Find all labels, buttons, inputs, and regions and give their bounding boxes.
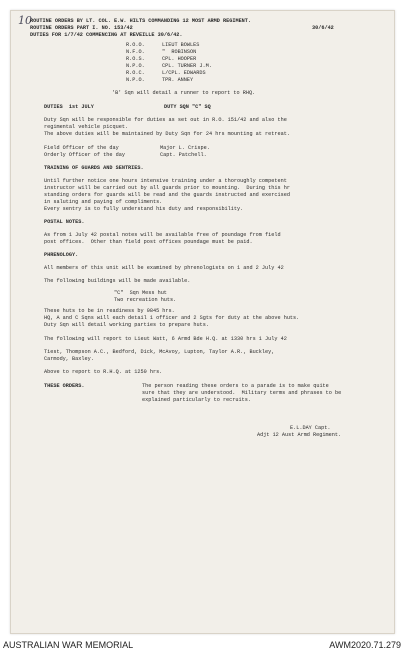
postal-heading: POSTAL NOTES.	[44, 219, 85, 225]
huts-para-line: These huts to be in readiness by 0845 hrs.	[44, 308, 175, 314]
signature-title: Adjt 12 Aust Armd Regiment.	[257, 432, 342, 438]
phrenology-para: All members of this unit will be examined by phrenologists on 1 and 2 July 42	[44, 265, 284, 271]
training-para-line: standing orders for guards will be read and the guards instructed and exercised	[44, 192, 290, 198]
report-line: The following will report to Lieut Watt, 6 Armd Bde H.Q. at 1330 hrs 1 July 42	[44, 336, 287, 342]
training-para-line: instructor will be carried out by all guards prior to mounting. During this hr	[44, 185, 290, 191]
these-orders-line: sure that they are understood. Military terms and phrases to be	[142, 390, 342, 396]
roster-role: R.O.S.	[126, 56, 145, 62]
header-line-1: ROUTINE ORDERS BY LT. COL. E.W. HILTS COMMANDING 12 MOST ARMD REGIMENT.	[30, 18, 252, 24]
duty-squadron: DUTY SQN "C" SQ	[164, 104, 211, 110]
report-names-line: Tiest, Thompson A.C., Bedford, Dick, McAvoy, Lupton, Taylor A.R., Buckley,	[44, 349, 275, 355]
footer-bar	[0, 638, 405, 653]
these-orders-line: The person reading these orders to a parade is to make quite	[142, 383, 329, 389]
roster-role: N.F.O.	[126, 49, 145, 55]
roster-name: CPL. HOOPER	[162, 56, 197, 62]
duty-para-line: The above duties will be maintained by Duty Sqn for 24 hrs mounting at retreat.	[44, 131, 290, 137]
roster-name: " ROBINSON	[162, 49, 197, 55]
buildings-item: "C" Sqn Mess hut	[114, 290, 167, 296]
training-para-line: in saluting and paying of compliments.	[44, 199, 163, 205]
these-orders-line: explained particularly to recruits.	[142, 397, 251, 403]
header-date: 30/6/42	[312, 25, 334, 31]
header-line-3: DUTIES FOR 1/7/42 COMMENCING AT REVEILLE 30/6/42.	[30, 32, 183, 38]
duty-para-line: regimental vehicle picquet.	[44, 124, 129, 130]
institution-name: AUSTRALIAN WAR MEMORIAL	[3, 640, 134, 650]
routine-orders-text	[22, 18, 374, 618]
postal-para-line: post offices. Other than field post offices poundage must be paid.	[44, 239, 253, 245]
roster-role: R.O.O.	[126, 42, 145, 48]
buildings-item: Two recreation huts.	[114, 297, 177, 303]
buildings-line: The following buildings will be made available.	[44, 278, 191, 284]
orderly-officer-name: Capt. Patchell.	[160, 152, 207, 158]
report-names-line: Carmody, Baxley.	[44, 356, 94, 362]
orderly-officer-label: Orderly Officer of the day	[44, 152, 125, 158]
field-officer-label: Field Officer of the day	[44, 145, 119, 151]
roster-name: L/CPL. EDWARDS	[162, 70, 206, 76]
handwritten-page-number: 10	[18, 14, 32, 27]
training-para-line: Every sentry is to fully understand his duty and responsibility.	[44, 206, 244, 212]
header-line-2: ROUTINE ORDERS PART I. NO. 153/42	[30, 25, 133, 31]
assemble-line: Above to report to R.H.Q. at 1250 hrs.	[44, 369, 163, 375]
roster-name: CPL. TURNER J.M.	[162, 63, 212, 69]
roster-name: LIEUT BOWLES	[162, 42, 200, 48]
roster-name: TPR. ANNEY	[162, 77, 194, 83]
training-heading: TRAINING OF GUARDS AND SENTRIES.	[44, 165, 144, 171]
training-para-line: Until further notice one hours intensive training under a thoroughly competent	[44, 178, 287, 184]
runner-detail: 'B' Sqn will detail a runner to report to RHQ.	[112, 90, 256, 96]
huts-para-line: HQ, A and C Sqns will each detail 1 officer and 2 Sgts for duty at the above huts.	[44, 315, 300, 321]
postal-para-line: As from 1 July 42 postal notes will be available free of poundage from field	[44, 232, 281, 238]
roster-role: N.P.O.	[126, 77, 145, 83]
duty-para-line: Duty Sqn will be responsible for duties as set out in R.O. 151/42 and also the	[44, 117, 287, 123]
accession-number: AWM2020.71.279	[329, 640, 401, 650]
roster-role: R.O.C.	[126, 70, 145, 76]
field-officer-name: Major L. Crispe.	[160, 145, 210, 151]
these-orders-heading: THESE ORDERS.	[44, 383, 85, 389]
roster-role: N.P.O.	[126, 63, 145, 69]
phrenology-heading: PHRENOLOGY.	[44, 252, 79, 258]
signature-name: E.L.DAY Capt.	[290, 425, 331, 431]
duties-heading: DUTIES 1st JULY	[44, 104, 94, 110]
huts-para-line: Duty Sqn will detail working parties to prepare huts.	[44, 322, 209, 328]
